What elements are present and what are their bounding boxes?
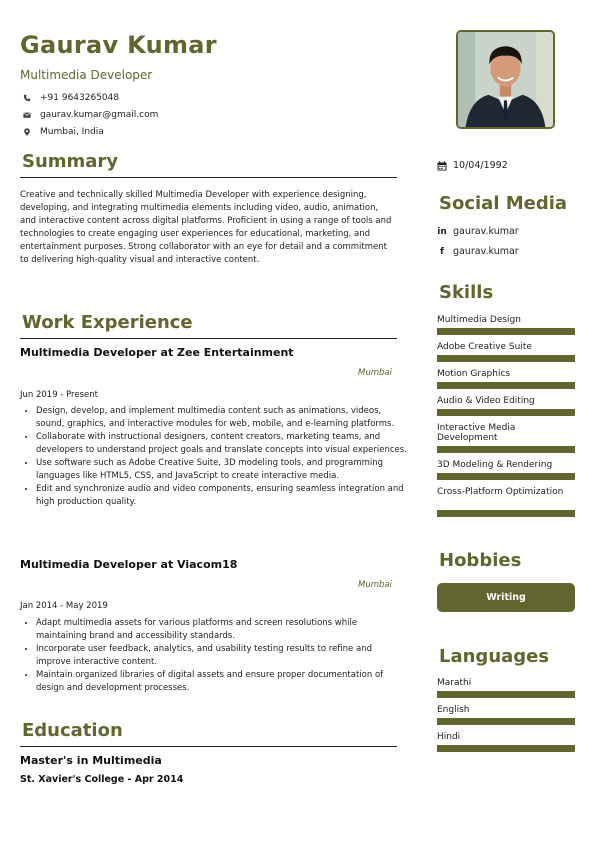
job-title: Multimedia Developer at Zee Entertainment [20,346,294,359]
job-dates: Jun 2019 - Present [20,390,98,400]
skill-bar [437,409,575,416]
job-bullet: • Maintain organized libraries of digital assets and ensure proper documentation of design and development processes. [36,669,408,695]
calendar-icon [437,161,447,171]
date-of-birth-text: 10/04/1992 [453,160,508,171]
skill-bar [437,446,575,453]
education-degree: Master's in Multimedia [20,754,162,767]
education-divider [20,746,397,747]
job-location: Mumbai [358,580,392,590]
skill-label: 3D Modeling & Rendering [437,460,553,470]
profile-photo [456,30,555,129]
job-title: Multimedia Developer at Viacom18 [20,558,238,571]
skill-bar [437,328,575,335]
social-linkedin[interactable] [437,226,519,237]
skill-label: Interactive Media Development [437,423,516,443]
phone-icon [20,94,34,102]
date-of-birth [437,160,508,171]
summary-text: Creative and technically skilled Multimedia Developer with experience designing, developing, and integrating multimedia elements including video, audio, animation, and interactive content across digital platforms. Proficient in using a range of tools and technologies to create engaging user experiences for educational, marketing, and entertainment purposes. Strong collaborator with an eye for detail and a commitment to delivering high-quality visual and interactive content. [20,190,392,265]
contact-phone-text: +91 9643265048 [40,93,120,103]
skill-bar [437,510,575,517]
social-media-heading: Social Media [439,193,568,214]
skill-label: Cross-Platform Optimization [437,487,564,497]
skill-bar [437,382,575,389]
job-bullet: • Edit and synchronize audio and video components, ensuring seamless integration and high production quality. [36,483,408,509]
location-pin-icon [20,128,34,136]
job-dates: Jan 2014 - May 2019 [20,601,108,611]
mail-icon [20,111,34,119]
skill-label: Audio & Video Editing [437,396,535,406]
languages-heading: Languages [439,646,550,667]
experience-heading: Work Experience [22,312,193,333]
skill-label: Adobe Creative Suite [437,342,532,352]
skills-heading: Skills [439,282,494,303]
linkedin-icon: in [437,226,447,237]
language-label: Hindi [437,732,461,742]
language-label: English [437,705,470,715]
language-bar [437,745,575,752]
job-bullet: • Use software such as Adobe Creative Suite, 3D modeling tools, and programming languages like HTML5, CSS, and JavaScript to create interactive media. [36,457,408,483]
contact-location-text: Mumbai, India [40,127,104,137]
contact-location [20,125,104,139]
education-school: St. Xavier's College - Apr 2014 [20,774,184,785]
social-facebook-text[interactable]: gaurav.kumar [453,246,519,257]
job-bullet: • Incorporate user feedback, analytics, and usability testing results to refine and improve interactive content. [36,643,408,669]
facebook-icon: f [440,246,444,257]
language-bar [437,718,575,725]
skill-bar [437,473,575,480]
summary-heading: Summary [22,151,119,172]
job-bullet: • Collaborate with instructional designers, content creators, marketing teams, and developers to understand project goals and translate concepts into visual experiences. [36,431,408,457]
skill-label: Motion Graphics [437,369,511,379]
experience-divider [20,338,397,339]
summary-divider [20,177,397,178]
skill-bar [437,355,575,362]
contact-phone [20,91,119,105]
job-bullet: • Design, develop, and implement multimedia content such as animations, videos, sound, graphics, and interactive modules for web, mobile, and e-learning platforms. [36,405,408,431]
job-bullets [20,617,408,695]
job-role: Multimedia Developer [20,68,153,82]
hobby-badge: Writing [437,583,575,612]
contact-email-text: gaurav.kumar@gmail.com [40,110,159,120]
job-location: Mumbai [358,368,392,378]
job-bullets [20,405,408,509]
hobbies-heading: Hobbies [439,550,522,571]
social-linkedin-text[interactable]: gaurav.kumar [453,226,519,237]
contact-email [20,108,158,122]
language-bar [437,691,575,698]
social-facebook[interactable] [437,246,519,257]
language-label: Marathi [437,678,472,688]
candidate-name: Gaurav Kumar [20,31,217,59]
skill-label: Multimedia Design [437,315,521,325]
education-heading: Education [22,720,123,741]
job-bullet: • Adapt multimedia assets for various platforms and screen resolutions while maintaining brand and accessibility standards. [36,617,408,643]
